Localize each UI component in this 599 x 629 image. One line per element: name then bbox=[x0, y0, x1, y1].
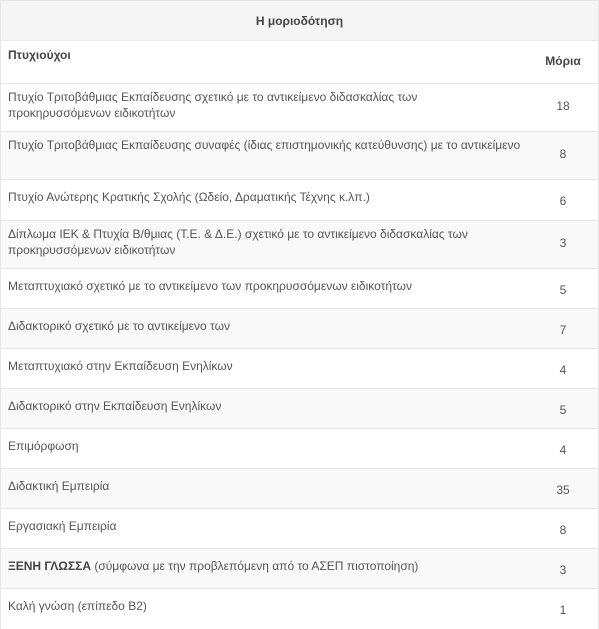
row-points: 35 bbox=[556, 483, 570, 497]
row-label: Διδακτική Εμπειρία bbox=[8, 479, 110, 493]
row-label: Εργασιακή Εμπειρία bbox=[8, 519, 117, 533]
row-label: Επιμόρφωση bbox=[8, 439, 79, 453]
row-label: Διδακτορικό σχετικό με το αντικείμενο των bbox=[8, 319, 230, 333]
row-points: 5 bbox=[559, 403, 567, 417]
row-label: Δίπλωμα ΙΕΚ & Πτυχία Β/θμιας (Τ.Ε. & Δ.Ε.) σχετικό με το αντικείμενο διδασκαλίας των προκηρυσσόμενων ειδικοτήτων bbox=[8, 227, 468, 257]
row-label: Πτυχίο Τριτοβάθμιας Εκπαίδευσης συναφές (ίδιας επιστημονικής κατεύθυνσης) με το αντικείμενο bbox=[8, 138, 521, 152]
row-points: 8 bbox=[559, 147, 567, 161]
row-label: Μεταπτυχιακό σχετικό με το αντικείμενο των προκηρυσσόμενων ειδικοτήτων bbox=[8, 279, 412, 293]
table-row bbox=[1, 221, 598, 269]
row-points: 8 bbox=[559, 523, 567, 537]
row-points: 3 bbox=[559, 563, 567, 577]
column-header-points: Μόρια bbox=[545, 54, 581, 68]
foreign-language-heading: ΞΕΝΗ ΓΛΩΣΣΑ bbox=[8, 559, 91, 573]
table-row bbox=[1, 549, 598, 589]
row-points: 5 bbox=[559, 283, 567, 297]
table-row bbox=[1, 429, 598, 469]
table-row bbox=[1, 349, 598, 389]
row-label: Διδακτορικό στην Εκπαίδευση Ενηλίκων bbox=[8, 399, 222, 413]
table-row bbox=[1, 589, 598, 629]
row-label: Καλή γνώση (επίπεδο Β2) bbox=[8, 599, 147, 613]
row-label: Μεταπτυχιακό στην Εκπαίδευση Ενηλίκων bbox=[8, 359, 233, 373]
row-points: 4 bbox=[559, 443, 567, 457]
table-row bbox=[1, 132, 598, 180]
row-points: 18 bbox=[556, 99, 570, 113]
row-points: 7 bbox=[559, 323, 567, 337]
column-header-degree-holders: Πτυχιούχοι bbox=[8, 48, 71, 62]
table-row bbox=[1, 180, 598, 221]
row-label: Πτυχίο Ανώτερης Κρατικής Σχολής (Ωδείο, Δραματικής Τέχνης κ.λπ.) bbox=[8, 190, 370, 204]
row-label: Πτυχίο Τριτοβάθμιας Εκπαίδευσης σχετικό με το αντικείμενο διδασκαλίας των προκηρυσσόμενων ειδικοτήτων bbox=[8, 90, 418, 120]
row-points: 1 bbox=[559, 603, 567, 617]
table-header-row bbox=[1, 41, 598, 84]
row-points: 6 bbox=[559, 194, 567, 208]
table-row bbox=[1, 309, 598, 349]
table-row bbox=[1, 84, 598, 132]
row-points: 4 bbox=[559, 363, 567, 377]
foreign-language-note: (σύμφωνα με την προβλεπόμενη από το ΑΣΕΠ πιστοποίηση) bbox=[91, 559, 419, 573]
table-row bbox=[1, 509, 598, 549]
row-points: 3 bbox=[559, 236, 567, 250]
table-row bbox=[1, 469, 598, 509]
row-label bbox=[1, 549, 528, 588]
table-title: Η μοριοδότηση bbox=[1, 0, 598, 41]
table-row bbox=[1, 389, 598, 429]
table-row bbox=[1, 269, 598, 309]
